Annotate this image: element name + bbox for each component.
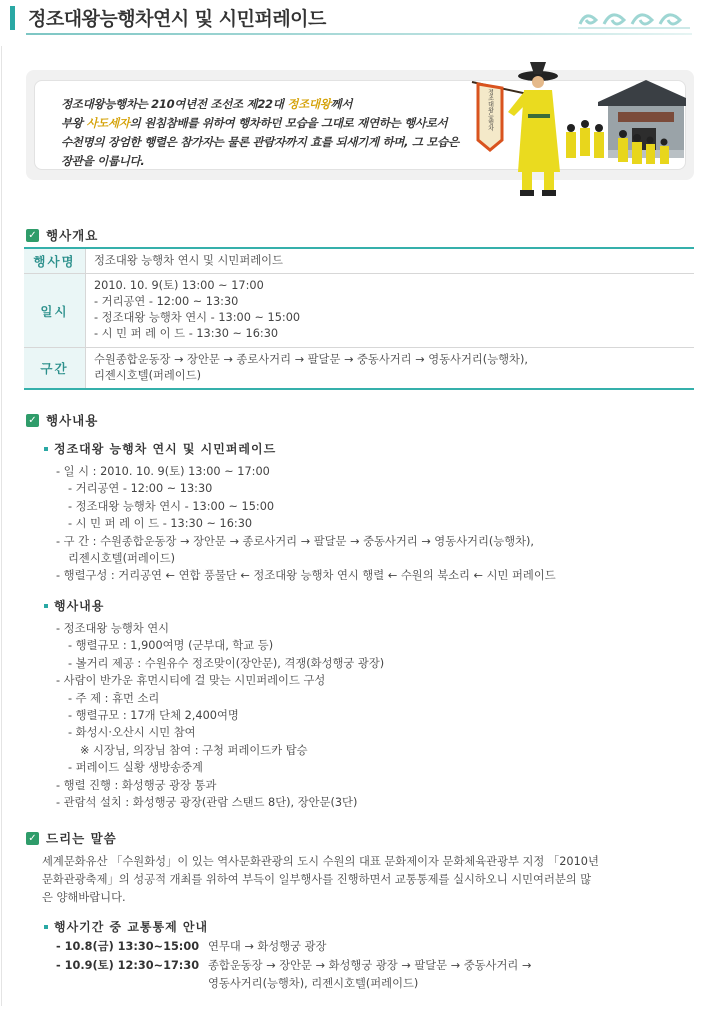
bullet-icon [44,447,48,451]
table-head-datetime: 일시 [24,274,86,347]
list-item: - 주 제 : 휴먼 소리 [68,691,160,705]
traffic-desc-line: 영동사거리(능행차), 리젠시호텔(퍼레이드) [208,977,419,990]
highlight-sado: 사도세자 [86,116,130,130]
section-overview-label: 행사개요 [46,228,99,243]
table-cell-line: 2010. 10. 9(토) 13:00 ~ 17:00 [94,279,264,292]
section-content-label: 행사내용 [46,413,99,428]
subsection-title [44,440,556,457]
highlight-jeongjo: 정조대왕 [287,97,331,111]
intro-text [61,95,481,171]
bullet-icon [44,604,48,608]
traffic-control-list [56,938,531,993]
table-cell-line: - 거리공연 - 12:00 ~ 13:30 [94,295,239,308]
traffic-row [56,957,531,993]
list-item: ※ 시장님, 의장님 참여 : 구청 퍼레이드카 탑승 [80,743,308,757]
list-item: - 시 민 퍼 레 이 드 - 13:30 ~ 16:30 [68,517,253,531]
traffic-control-title [44,918,208,935]
section-message-header [26,829,117,847]
traffic-desc [208,957,531,993]
list-item: - 사람이 반가운 휴먼시티에 걸 맞는 시민퍼레이드 구성 [56,674,326,688]
subsection-title-text: 정조대왕 능행차 연시 및 시민퍼레이드 [54,442,277,456]
section-overview-header [26,226,98,244]
banner-flag-text: 정조대왕능행차 [486,89,494,131]
list-item: - 퍼레이드 실황 생방송중계 [68,761,203,775]
intro-line-2a: 부왕 [61,116,87,130]
page-left-border [1,46,2,1006]
table-cell-line: 정조대왕 능행차 연시 및 시민퍼레이드 [94,254,283,267]
title-underline [26,33,692,35]
table-cell-line: 리젠시호텔(퍼레이드) [94,369,202,382]
subsection-title-text: 행사기간 중 교통통제 안내 [54,920,209,934]
table-head-route: 구간 [24,348,86,388]
list-item: - 행렬규모 : 1,900여명 (군부대, 학교 등) [68,639,274,653]
list-item: - 행렬구성 : 거리공연 ← 연합 풍물단 ← 정조대왕 능행차 연시 행렬 ← 수원의 북소리 ← 시민 퍼레이드 [56,569,556,583]
list-item: - 볼거리 제공 : 수원유수 정조맞이(장안문), 격쟁(화성행궁 광장) [68,656,385,670]
list-item: - 화성시·오산시 시민 참여 [68,726,196,740]
title-bar-accent [10,6,15,30]
content-list [56,463,556,585]
page-title: 정조대왕능행차연시 및 시민퍼레이드 [28,8,326,30]
table-cell-route [86,348,694,388]
traffic-desc [208,938,326,956]
list-item: - 구 간 : 수원종합운동장 → 장안문 → 종로사거리 → 팔달문 → 중동사거리 → 영동사거리(능행차), [56,534,535,548]
table-cell-line: - 정조대왕 능행차 연시 - 13:00 ~ 15:00 [94,311,301,324]
table-head-name: 행사명 [24,249,86,273]
checkbox-icon: ✓ [26,414,39,427]
list-item: - 정조대왕 능행차 연시 - 13:00 ~ 15:00 [68,499,275,513]
section-content-header [26,411,98,429]
table-row [24,249,694,274]
table-cell-line: 수원종합운동장 → 장안문 → 종로사거리 → 팔달문 → 중동사거리 → 영동사거리(능행차), [94,353,528,366]
table-cell-name [86,249,694,273]
table-row [24,274,694,348]
traffic-row [56,938,531,956]
page-header [0,0,712,46]
list-item: - 일 시 : 2010. 10. 9(토) 13:00 ~ 17:00 [56,465,270,478]
traffic-desc-line: 종합운동장 → 장안문 → 화성행궁 광장 → 팔달문 → 중동사거리 → [208,959,532,972]
message-paragraph [42,853,692,907]
list-item: - 관람석 설치 : 화성행궁 광장(관람 스탠드 8단), 장안문(3단) [56,796,358,810]
section-message-label: 드리는 말씀 [46,831,117,846]
checkbox-icon: ✓ [26,832,39,845]
subsection-title [44,597,384,614]
paragraph-line: 문화관광축제」의 성공적 개최를 위하여 부득이 일부행사를 진행하면서 교통통제를 실시하오니 시민여러분의 많 [42,873,592,886]
table-row [24,348,694,388]
paragraph-line: 은 양해바랍니다. [42,891,126,904]
intro-line-1b: 께서 [330,97,353,111]
traffic-desc-line: 연무대 → 화성행궁 광장 [208,940,327,953]
content-group-2 [44,597,384,811]
list-item: - 행렬규모 : 17개 단체 2,400여명 [68,709,239,723]
list-item: - 거리공연 - 12:00 ~ 13:30 [68,482,213,496]
subsection-title-text: 행사내용 [54,599,105,613]
overview-table [24,247,694,390]
checkbox-icon: ✓ [26,229,39,242]
list-item: 리젠시호텔(퍼레이드) [68,552,176,566]
content-list [56,620,384,811]
list-item: - 정조대왕 능행차 연시 [56,622,170,635]
intro-line-4: 장관을 이룹니다. [61,154,145,168]
subsection-title [44,918,208,935]
intro-line-2b: 의 원침참배를 위하여 행차하던 모습을 그대로 재연하는 행사로서 [129,116,448,130]
procession-illustration [468,62,686,208]
traffic-date: - 10.9(토) 12:30~17:30 [56,959,200,972]
traffic-date: - 10.8(금) 13:30~15:00 [56,940,200,953]
content-group-1 [44,440,556,585]
table-cell-datetime [86,274,694,347]
table-cell-line: - 시 민 퍼 레 이 드 - 13:30 ~ 16:30 [94,327,279,340]
cloud-swirl-icon [574,4,694,32]
intro-line-3: 수천명의 장엄한 행렬은 참가자는 물론 관람자까지 효를 되새기게 하며, 그 모습은 [61,135,459,149]
list-item: - 행렬 진행 : 화성행궁 광장 통과 [56,778,217,792]
bullet-icon [44,925,48,929]
banner-flag [478,84,502,150]
paragraph-line: 세계문화유산 「수원화성」이 있는 역사문화관광의 도시 수원의 대표 문화제이자 문화체육관광부 지정 「2010년 [42,855,599,868]
intro-line-1a: 정조대왕능행차는 210여년전 조선조 제22대 [61,97,288,111]
